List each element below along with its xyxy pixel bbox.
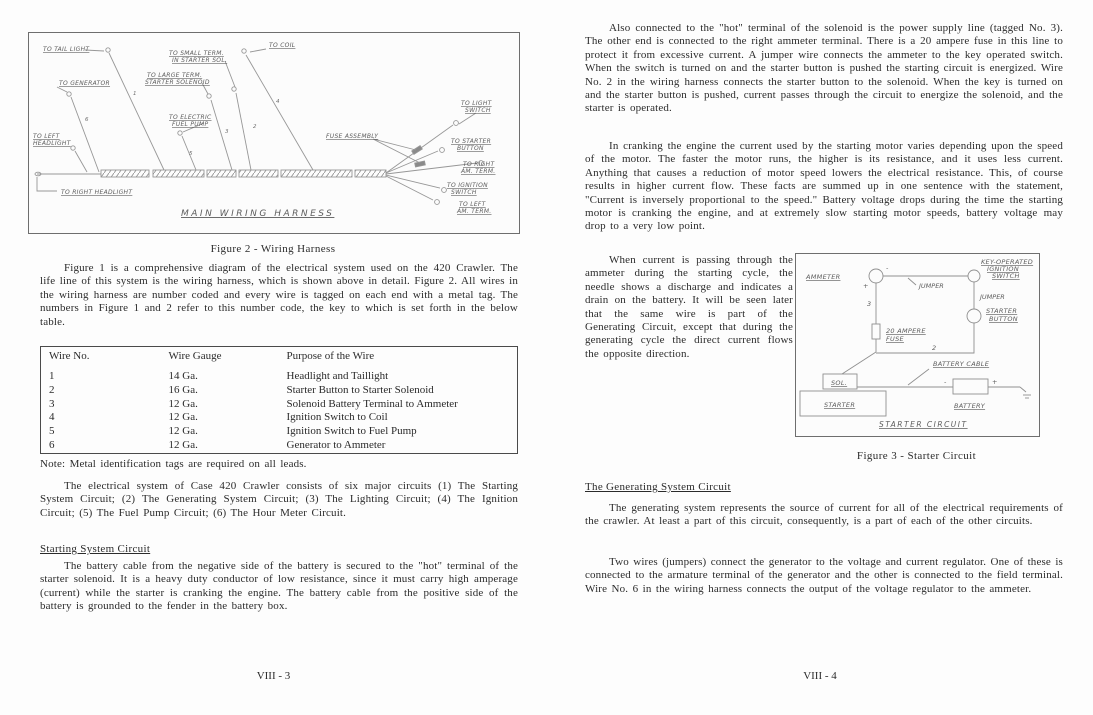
- table-row: 1 14 Ga. Headlight and Taillight: [49, 370, 389, 382]
- fig2-label-large-term: STARTER SOLENOID: [145, 79, 210, 86]
- page-number-left: VIII - 3: [256, 670, 291, 682]
- fig2-wire-number-5: 5: [189, 151, 193, 157]
- figure2-wiring-harness-diagram: [28, 32, 520, 234]
- paragraph-ammeter: When current is passing through the ammeter during the starting cycle, the needle shows a discharge and indicates a drain on the battery. It will be seen later that the same wire is part of the Generating Circuit, except that during the generating cycle the direct current flows the opposite direction.: [585, 254, 793, 360]
- fig2-label-left-am-term: AM. TERM.: [457, 208, 492, 215]
- fig2-label-left-am-term: TO LEFT: [459, 201, 486, 208]
- paragraph-two-wires: Two wires (jumpers) connect the generator to the voltage and current regulator. One of these is connected to the armature terminal of the generator and the other is connected to the field terminal. Wire No. 6 in the wiring harness connects the output of the voltage regulator to the ammeter.: [585, 556, 1063, 595]
- wire-table-header-wire-gauge: Wire Gauge: [168, 350, 222, 362]
- harness-wires: [35, 48, 483, 205]
- figure3-caption: Figure 3 - Starter Circuit: [856, 450, 977, 462]
- fig2-wire-number-3: 3: [225, 129, 229, 135]
- fig2-label-light-switch: TO LIGHT: [461, 100, 492, 107]
- figure3-starter-circuit-diagram: [795, 253, 1040, 437]
- page-number-right: VIII - 4: [803, 670, 837, 682]
- wire-table: [40, 346, 518, 454]
- fig2-label-light-switch: SWITCH: [465, 107, 491, 114]
- fig3-label-fuse: FUSE: [886, 335, 904, 343]
- table-row: 3 12 Ga. Solenoid Battery Terminal to Ammeter: [49, 397, 458, 410]
- table-row: 5 12 Ga. Ignition Switch to Fuel Pump: [49, 425, 417, 438]
- fig3-label-starter-button: STARTER: [986, 307, 1018, 315]
- paragraph-hot-terminal: Also connected to the "hot" terminal of the solenoid is the power supply line (tagged No. 3). The other end is connected to the right ammeter terminal. There is a 20 ampere fuse in this line to protect it from excessive current. A jumper wire connects the ammeter to the key operated switch. When the switch is turned on and the starter button is pushed the starting circuit is energized. Wire No. 2 in the wiring harness connects the starter button to the solenoid. When the key is turned on and the starter button is pushed, current passes through the circuit to energize the solenoid, and the starter is operated.: [585, 22, 1063, 115]
- figure3-svg: [796, 254, 1037, 434]
- paragraph-figure-intro: Figure 1 is a comprehensive diagram of the electrical system used on the 420 Crawler. The life line of this system is the wiring harness, which is shown above in detail. Figure 2. All wires in the wiring harness are number coded and every wire is tagged on each end with a metal tag. The numbers in Figure 1 and 2 refer to this number code, the key to which is set forth in the below table.: [40, 262, 518, 328]
- fig3-label-battery: BATTERY: [954, 402, 986, 410]
- fig3-label-jumper-top: JUMPER: [919, 282, 944, 290]
- fig3-ammeter-minus: -: [886, 264, 889, 272]
- wire-table-header-wire-no: Wire No.: [49, 350, 90, 362]
- fig3-battery-plus: +: [992, 378, 998, 386]
- fig2-wire-number-4: 4: [276, 99, 280, 105]
- heading-starting-system-circuit: Starting System Circuit: [40, 543, 151, 555]
- figure2-caption: Figure 2 - Wiring Harness: [210, 243, 336, 255]
- table-row: 2 16 Ga. Starter Button to Starter Solenoid: [49, 383, 434, 396]
- heading-generating-system-circuit: The Generating System Circuit: [585, 481, 731, 493]
- fig3-wire-number-2: 2: [932, 344, 937, 352]
- fig2-label-fuel-pump: TO ELECTRIC: [169, 114, 212, 121]
- fig3-label-sol: SOL.: [831, 379, 848, 387]
- figure2-svg: [29, 33, 517, 231]
- fig2-label-small-term: TO SMALL TERM.: [169, 50, 224, 57]
- fig3-label-jumper-side: JUMPER: [980, 293, 1005, 301]
- fig3-label-ammeter: AMMETER: [806, 273, 841, 281]
- fig2-label-generator: TO GENERATOR: [59, 80, 111, 87]
- fig2-wire-number-2: 2: [253, 124, 257, 130]
- fig3-title-starter-circuit: STARTER CIRCUIT: [879, 420, 968, 429]
- wire-table-header-row: [41, 347, 518, 371]
- fig2-label-starter-button: TO STARTER: [451, 138, 492, 145]
- note-metal-tags: Note: Metal identification tags are required on all leads.: [40, 458, 307, 470]
- table-row: 4 12 Ga. Ignition Switch to Coil: [49, 411, 388, 424]
- wire-table-header-purpose: Purpose of the Wire: [286, 350, 375, 362]
- fig3-label-fuse: 20 AMPERE: [886, 327, 926, 335]
- fig3-label-starter-button: BUTTON: [989, 315, 1018, 323]
- starter-circuit-wires: [800, 269, 1031, 416]
- fig3-battery-minus: -: [944, 378, 947, 386]
- fig2-label-right-am-term: AM. TERM.: [461, 168, 496, 175]
- fig3-label-starter: STARTER: [824, 401, 856, 409]
- fig3-ammeter-plus: +: [863, 282, 869, 290]
- fig2-label-coil: TO COIL: [269, 42, 296, 49]
- fig3-label-key-operated: IGNITION: [987, 265, 1019, 273]
- fig3-label-key-operated: SWITCH: [992, 272, 1020, 280]
- fig3-label-key-operated: KEY-OPERATED: [981, 258, 1034, 266]
- table-row: 6 12 Ga. Generator to Ammeter: [49, 438, 386, 451]
- fig2-title-main-wiring-harness: MAIN WIRING HARNESS: [181, 209, 335, 219]
- paragraph-six-circuits: The electrical system of Case 420 Crawler consists of six major circuits (1) The Starting System Circuit; (2) The Generating System Circuit; (3) The Lighting Circuit; (4) The Ignition Circuit; (5) The Fuel Pump Circuit; (6) The Hour Meter Circuit.: [40, 480, 518, 519]
- fig2-label-fuse-assembly: FUSE ASSEMBLY: [326, 133, 379, 140]
- fig2-label-large-term: TO LARGE TERM.: [147, 72, 203, 79]
- fig2-label-ignition-switch: TO IGNITION: [447, 182, 488, 189]
- paragraph-cranking: In cranking the engine the current used by the starting motor varies depending upon the speed of the motor. The faster the motor runs, the higher is its resistance, and it uses less current. Anything that causes a reduction of motor speed lowers the electrical resistance. This, of course results in higher current flow. These facts are summed up in one sentence with the statement, "Current is inversely proportional to the speed." Battery voltage drops during the time the starting motor is cranking the engine, and at extremely slow starting motor speeds, battery voltage may drop to a very low point.: [585, 140, 1063, 233]
- paragraph-generating-system: The generating system represents the source of current for all of the electrical requirements of the crawler. At least a part of this circuit, consequently, is a part of each of the other circuits.: [585, 502, 1063, 528]
- paragraph-battery-cable: The battery cable from the negative side of the battery is secured to the "hot" terminal of the starter solenoid. It is a heavy duty conductor of low resistance, since it must carry high amperage (current) while the starter is cranking the engine. The battery cable from the positive side of the battery is grounded to the fender in the battery box.: [40, 560, 518, 613]
- fig3-label-battery-cable: BATTERY CABLE: [933, 360, 990, 368]
- fig2-wire-number-6: 6: [85, 117, 89, 123]
- fig2-label-right-am-term: TO RIGHT: [463, 161, 495, 168]
- fig2-label-ignition-switch: SWITCH: [451, 189, 477, 196]
- fig2-label-right-headlight: TO RIGHT HEADLIGHT: [61, 189, 133, 196]
- fig3-wire-number-3: 3: [867, 300, 872, 308]
- fig2-label-tail-light: TO TAIL LIGHT: [43, 46, 90, 53]
- fig2-label-left-headlight: TO LEFT: [33, 133, 60, 140]
- fig2-label-fuel-pump: FUEL PUMP: [172, 121, 209, 128]
- fig2-label-starter-button: BUTTON: [457, 145, 484, 152]
- fig2-label-small-term: IN STARTER SOL.: [172, 57, 228, 64]
- fig2-wire-number-1: 1: [133, 91, 137, 97]
- fig2-label-left-headlight: HEADLIGHT: [33, 140, 71, 147]
- page-right: [547, 0, 1093, 715]
